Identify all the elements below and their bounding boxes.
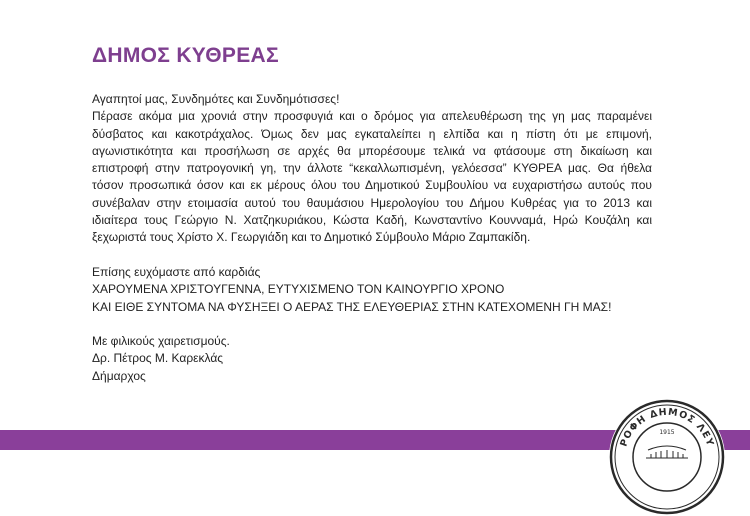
body-line: ξεχωριστά τους Χρίστο Χ. Γεωργιάδη και το Δημοτικό Σύμβουλο Μάριο Ζαμπακίδη. bbox=[92, 230, 531, 245]
signer-title: Δήμαρχος bbox=[92, 368, 146, 383]
wish-line: ΚΑΙ ΕΙΘΕ ΣΥΝΤΟΜΑ ΝΑ ΦΥΣΗΞΕΙ Ο ΑΕΡΑΣ ΤΗΣ ΕΛΕΥΘΕΡΙΑΣ ΣΤΗΝ ΚΑΤΕΧΟΜΕΝΗ ΓΗ ΜΑΣ! bbox=[92, 299, 612, 314]
body-line: Πέρασε ακόμα μια χρονιά στην προσφυγιά και ο δρόμος για απελευθέρωση της γη μας παραμένει bbox=[92, 109, 652, 124]
municipality-seal-icon bbox=[608, 398, 726, 516]
paragraph-gap bbox=[92, 316, 652, 333]
body-line: τόσον προσωπικά όσον και εκ μέρους όλου του Δημοτικού Συμβουλίου να ευχαριστήσω αυτούς που bbox=[92, 178, 652, 193]
greeting: Αγαπητοί μας, Συνδημότες και Συνδημότισσες! bbox=[92, 92, 340, 106]
seal-arc-text: ΡΟΦΗ ΔΗΜΟΣ ΛΕΥ bbox=[618, 406, 716, 449]
body-line: ιδιαίτερα τους Γεώργιο Ν. Χατζηκυριάκου, Κώστα Καδή, Κωνσταντίνο Κουνναμά, Ηρώ Κουζάλη και bbox=[92, 213, 652, 228]
body-line: επιστροφή στην πατρογονική γη, την άλλοτε “κεκαλλωπισμένη, γελόεσσα” ΚΥΘΡΕΑ μας. Θα ήθελα bbox=[92, 161, 652, 176]
closing: Με φιλικούς χαιρετισμούς. bbox=[92, 334, 230, 349]
body-line: συνέβαλαν στην ετοιμασία αυτού του θαυμάσιου Ημερολογίου του Δήμου Κυθρέας για το 2013 και bbox=[92, 195, 652, 210]
page-title: ΔΗΜΟΣ ΚΥΘΡΕΑΣ bbox=[92, 44, 279, 67]
wish-line: ΧΑΡΟΥΜΕΝΑ ΧΡΙΣΤΟΥΓΕΝΝΑ, ΕΥΤΥΧΙΣΜΕΝΟ ΤΟΝ ΚΑΙΝΟΥΡΓΙΟ ΧΡΟΝΟ bbox=[92, 282, 505, 297]
letter-body bbox=[92, 91, 652, 385]
body-line: αγωνιστικότητα και προσήλωση σε αρχές θα μπορέσουμε τελικά να φτάσουμε στη δικαίωση και bbox=[92, 143, 652, 158]
signer-name: Δρ. Πέτρος Μ. Καρεκλάς bbox=[92, 351, 224, 366]
seal-year: 1915 bbox=[659, 429, 675, 436]
wishes-intro: Επίσης ευχόμαστε από καρδιάς bbox=[92, 264, 261, 279]
paragraph-gap bbox=[92, 247, 652, 264]
body-line: δύσβατος και κακοτράχαλος. Όμως δεν μας εγκαταλείπει η ελπίδα και η πίστη ότι με επιμονή, bbox=[92, 126, 652, 141]
